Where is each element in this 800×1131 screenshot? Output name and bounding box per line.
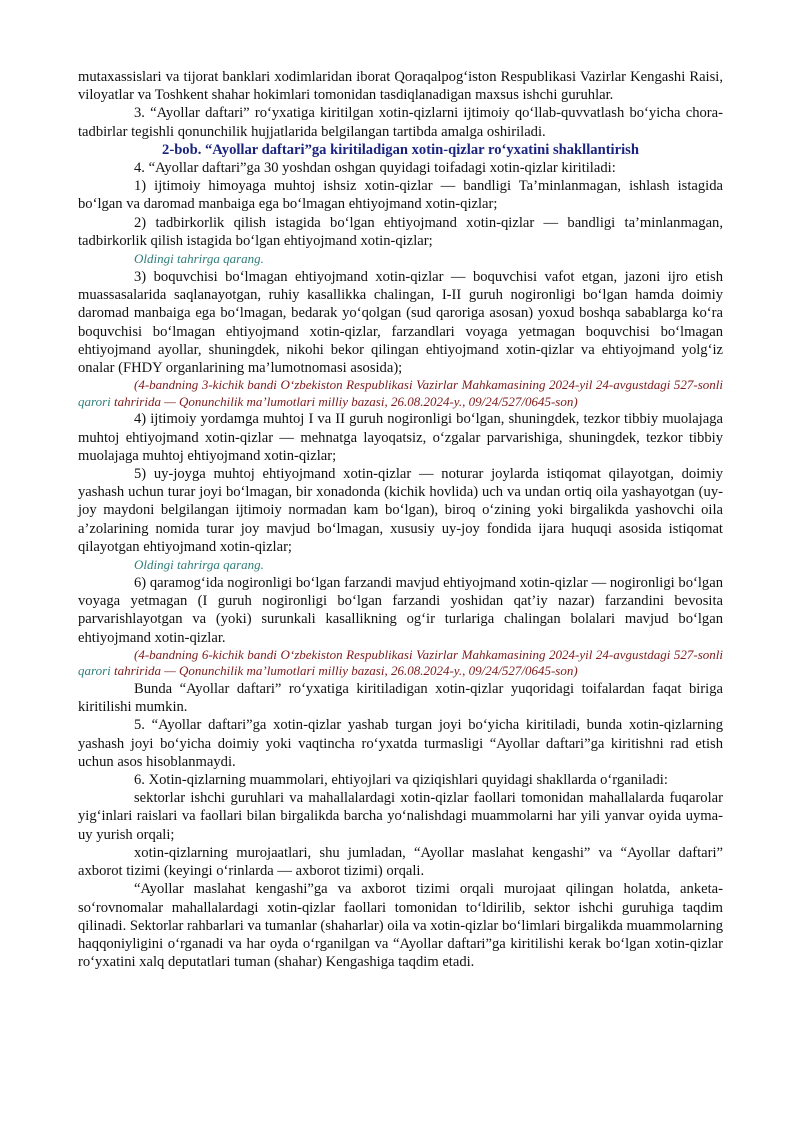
previous-edition-link[interactable]: Oldingi tahrirga qarang. <box>134 557 264 573</box>
amendment-note <box>78 377 723 410</box>
paragraph-3: 3. “Ayollar daftari” roʻyxatiga kiritilgan xotin-qizlarni ijtimoiy qoʻllab-quvvatlash boʻyicha chora-tadbirlar tegishli qonunchilik hujjatlarida belgilangan tartibda amalga oshiriladi. <box>78 105 723 140</box>
paragraph-6: 6. Xotin-qizlarning muammolari, ehtiyojlari va qiziqishlari quyidagi shakllarda oʻrganiladi: <box>134 772 668 789</box>
paragraph-4: 4. “Ayollar daftari”ga 30 yoshdan oshgan quyidagi toifadagi xotin-qizlar kiritiladi: <box>134 160 616 177</box>
decree-link[interactable]: qarori <box>78 663 111 679</box>
amendment-note <box>78 647 723 680</box>
chapter-heading: 2-bob. “Ayollar daftari”ga kiritiladigan xotin-qizlar roʻyxatini shakllantirish <box>162 141 639 158</box>
paragraph-6-form-b: xotin-qizlarning murojaatlari, shu jumladan, “Ayollar maslahat kengashi” va “Ayollar daftari” axborot tizimi (keyingi oʻrinlarda — axborot tizimi) orqali. <box>78 844 723 880</box>
note-text: (4-bandning 3-kichik bandi Oʻzbekiston Respublikasi Vazirlar Mahkamasining 2024-yil 24-avgustdagi 527-sonli <box>134 377 723 393</box>
intro-paragraph: mutaxassislari va tijorat banklari xodimlaridan iborat Qoraqalpogʻiston Respublikasi Vazirlar Kengashi Raisi, viloyatlar va Toshkent shahar hokimlari tomonidan tasdiqlanadigan maxsus ishchi guruhlar. <box>78 69 723 104</box>
note-text: tahririda — Qonunchilik ma’lumotlari milliy bazasi, 26.08.2024-y., 09/24/527/0645-son) <box>110 663 578 679</box>
document-page <box>78 68 723 971</box>
decree-link[interactable]: qarori <box>78 393 111 409</box>
item-1: 1) ijtimoiy himoyaga muhtoj ishsiz xotin-qizlar — bandligi Ta’minlanmagan, ishlash istagida boʻlgan va daromad manbaiga ega boʻlmagan ehtiyojmand xotin-qizlar; <box>78 178 723 213</box>
item-4: 4) ijtimoiy yordamga muhtoj I va II guruh nogironligi boʻlgan, shuningdek, tezkor tibbiy muolajaga muhtoj ehtiyojmand xotin-qizlar — mehnatga layoqatsiz, oʻzgalar parvarishiga, shuningdek, tezkor tibbiy muolajaga muhtoj ehtiyojmand xotin-qizlar; <box>78 411 723 464</box>
closing-paragraph: “Ayollar maslahat kengashi”ga va axborot tizimi orqali murojaat qilingan holatda, anketa-soʻrovnomalar mahallalardagi xotin-qizlar faollari tomonidan toʻldirilib, sektor ishchi guruhiga taqdim qilinadi. Sektorlar rahbarlari va tumanlar (shaharlar) oila va xotin-qizlar boʻlimlari birgalikda muammolarning haqqoniyligini oʻrganadi va har oyda oʻrganilgan va “Ayollar daftari”ga kiritilishi kerak boʻlgan xotin-qizlar roʻyxatini xalq deputatlari tuman (shahar) Kengashiga taqdim etadi. <box>78 881 723 971</box>
previous-edition-link[interactable]: Oldingi tahrirga qarang. <box>134 251 264 267</box>
note-text: (4-bandning 6-kichik bandi Oʻzbekiston Respublikasi Vazirlar Mahkamasining 2024-yil 24-avgustdagi 527-sonli <box>134 646 723 662</box>
paragraph-5: 5. “Ayollar daftari”ga xotin-qizlar yashab turgan joyi boʻyicha kiritiladi, bunda xotin-qizlarning yashash joyi boʻyicha doimiy yoki vaqtincha roʻyxatda turmasligi “Ayollar daftari”ga kiritishni rad etish uchun asos hisoblanmaydi. <box>78 717 723 770</box>
item-3: 3) boquvchisi boʻlmagan ehtiyojmand xotin-qizlar — boquvchisi vafot etgan, jazoni ijro etish muassasalarida saqlanayotgan, ruhiy kasallikka chalingan, I-II guruh nogironligi boʻlgan hamda doimiy daromad manbaiga ega boʻlmagan, bedarak yoʻqolgan (sud qaroriga asosan) yoxud boshqa sabablarga koʻra boquvchisi boʻlmagan ehtiyojmand xotin-qizlar, farzandlari voyaga yetmagan boquvchisi boʻlmagan ehtiyojmand ayollar, shuningdek, nikohi bekor qilingan ehtiyojmand xotin-qizlar va ehtiyojmand yolgʻiz onalar (FHDY organlarining ma’lumotnomasi asosida); <box>78 269 723 377</box>
note-text: tahririda — Qonunchilik ma’lumotlari milliy bazasi, 26.08.2024-y., 09/24/527/0645-son) <box>110 393 578 409</box>
paragraph-6-form-a: sektorlar ishchi guruhlari va mahallalardagi xotin-qizlar faollari tomonidan mahallalarda fuqarolar yigʻinlari raislari va faollari bilan birgalikda barcha yoʻnalishdagi muammolarni har yili yanvar oyida uyma-uy yurish orqali; <box>78 790 723 843</box>
note-paragraph: Bunda “Ayollar daftari” roʻyxatiga kiritiladigan xotin-qizlar yuqoridagi toifalardan faqat biriga kiritilishi mumkin. <box>78 681 723 716</box>
item-5: 5) uy-joyga muhtoj ehtiyojmand xotin-qizlar — noturar joylarda istiqomat qilayotgan, doimiy yashash uchun turar joyi boʻlmagan, bir xonadonda (kichik hovlida) uch va undan ortiq oila yashayotgan (uy-joy maydoni belgilangan ijtimoiy normadan kam boʻlgan), biroq oʻzining yoki birgalikda yashovchi oila a’zolarining nomida turar joy mavjud boʻlmagan, xususiy uy-joy fondida ijara huquqi asosida istiqomat qilayotgan ehtiyojmand xotin-qizlar; <box>78 466 723 555</box>
item-6: 6) qaramogʻida nogironligi boʻlgan farzandi mavjud ehtiyojmand xotin-qizlar — nogironligi boʻlgan voyaga yetmagan (I guruh nogironligi boʻlgan farzandi yoshidan qat’iy nazar) farzandini bevosita parvarishlayotgan va (yoki) surunkali kasallikning ogʻir turlariga chalingan bolalari mavjud boʻlgan ehtiyojmand xotin-qizlar. <box>78 575 723 646</box>
item-2: 2) tadbirkorlik qilish istagida boʻlgan ehtiyojmand xotin-qizlar — bandligi ta’minlanmagan, tadbirkorlik qilish istagida boʻlgan ehtiyojmand xotin-qizlar; <box>78 214 723 249</box>
